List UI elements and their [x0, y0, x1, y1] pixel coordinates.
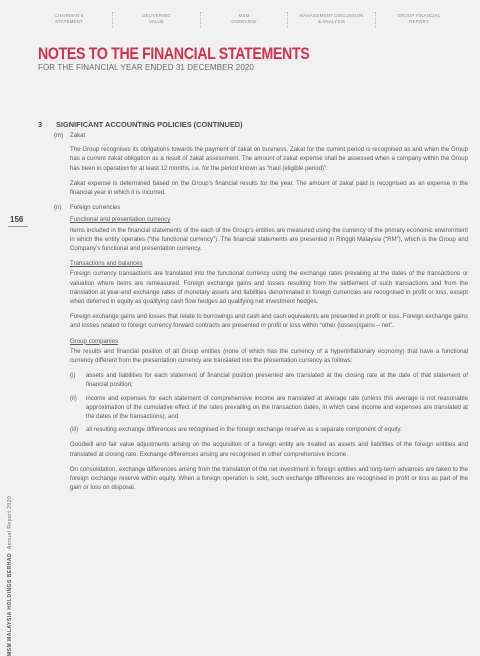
list-item [70, 394, 468, 422]
page-subtitle: FOR THE FINANCIAL YEAR ENDED 31 DECEMBER 2020 [38, 63, 254, 72]
sidebar-company: MSM MALAYSIA HOLDINGS BERHAD [7, 552, 13, 656]
subsection-label: (n) [54, 204, 62, 212]
sidebar-report: Annual Report 2020 [7, 495, 13, 550]
page-number: 156 [10, 215, 24, 224]
sub-heading-functional-currency: Functional and presentation currency [70, 216, 171, 224]
nav-label-line2: OVERVIEW [231, 19, 257, 24]
nav-label-line2: STATEMENT [55, 19, 83, 24]
list-marker: (iii) [70, 426, 79, 434]
nav-divider [112, 12, 113, 28]
paragraph: Items included in the financial statements of the each of the Group’s entities are measured using the currency of the primary economic environment in which the entity operates (“the functional currency”). The financial statements are presented in Ringgit Malaysia (“RM”), which is the Group and Company’s functional and presentation currency. [70, 226, 468, 253]
nav-delivering-value[interactable] [118, 13, 196, 28]
list-text: all resulting exchange differences are recognised in the foreign exchange reserve as a separate component of equity. [86, 426, 402, 434]
page-title: NOTES TO THE FINANCIAL STATEMENTS [38, 45, 310, 63]
nav-label-line2: & ANALYSIS [317, 19, 346, 24]
subsection-title: Zakat [70, 132, 86, 139]
paragraph: The results and financial position of all Group entities (none of which has the currency of a hyperinflationary economy) that have a functional currency different from the presentation currency are translated into the presentation currency as follows: [70, 347, 468, 365]
nav-label-line1: GROUP FINANCIAL [397, 13, 441, 18]
nav-group-financial-report[interactable] [380, 13, 458, 28]
nav-label-line1: MSM [238, 13, 250, 18]
subsection-foreign-currencies-heading [0, 203, 480, 212]
paragraph: On consolidation, exchange differences arising from the translation of the net investment in foreign entities and long-term advances are taken to the foreign exchange reserve within equity. When a foreign operation is sold, such exchange differences are recognised in profit or loss as part of the gain or loss on disposal. [70, 465, 468, 492]
nav-label-line1: DELIVERING [142, 13, 171, 18]
paragraph: Goodwill and fair value adjustments arising on the acquisition of a foreign entity are treated as assets and liabilities of the foreign entities and translated at closing rate. Exchange differences arising are recognised in other comprehensive income. [70, 441, 468, 458]
nav-chairmans-statement[interactable] [30, 13, 108, 28]
section-title: SIGNIFICANT ACCOUNTING POLICIES (CONTINUED) [56, 120, 243, 129]
list-text: assets and liabilities for each statement of financial position presented are translated at the closing rate at the date of that statement of financial position; [86, 372, 468, 389]
subsection-zakat-heading [0, 131, 480, 140]
top-navigation [30, 13, 458, 28]
paragraph: The Group recognises its obligations towards the payment of zakat on business. Zakat for the current period is recognised as and when the Group has a current zakat obligation as a result of zakat assessment. The amount of zakat expense shall be assessed when a company within the Group has been in operation for at least 12 months, i.e. for the period known as “haul (eligible period)”. [70, 146, 468, 172]
list-marker: (i) [70, 372, 76, 380]
list-item [70, 371, 468, 389]
sub-heading-group-companies: Group companies [70, 337, 119, 345]
paragraph: Foreign currency transactions are translated into the functional currency using the exchange rates prevailing at the dates of the transactions or valuation where items are remeasured. Foreign exchange gains and losses resulting from the settlement of such transactions and from the translation at year-end exchange rates of monetary assets and liabilities denominated in foreign currencies are recognised in profit or loss, except when deferred in equity as qualifying cash flow hedges ad qualifying net investment hedges. [70, 270, 468, 306]
nav-label-line2: VALUE [148, 19, 165, 24]
nav-divider [287, 12, 288, 28]
main-content [0, 131, 480, 499]
nav-msm-overview[interactable] [205, 13, 283, 28]
nav-label-line2: REPORT [409, 19, 429, 24]
nav-management-discussion[interactable] [293, 13, 371, 28]
paragraph: Foreign exchange gains and losses that relate to borrowings and cash and cash equivalents are presented in profit or loss. Foreign exchange gains and losses related to foreign currency forward contracts are presented in profit or loss within “other (losses)/gains – net”. [70, 313, 468, 330]
list-item [70, 425, 468, 434]
nav-label-line1: MANAGEMENT DISCUSSION [299, 13, 364, 18]
subsection-label: (m) [54, 132, 64, 139]
sub-heading-transactions: Transactions and balances [70, 260, 143, 268]
nav-label-line1: CHAIRMAN'S [54, 13, 84, 18]
list-text: income and expenses for each statement of comprehensive income are translated at average rate (unless this average is not reasonable approximation of the cumulative effect of the rates prevailing on the transaction dates, in which case income and expenses are translated at the dates of the transactions); and [86, 394, 468, 421]
section-heading [38, 120, 243, 129]
nav-divider [200, 12, 201, 28]
subsection-title: Foreign currencies [70, 204, 121, 212]
list-marker: (ii) [70, 394, 77, 402]
paragraph: Zakat expense is determined based on the Group’s financial results for the year. The amount of zakat paid is recognised as an expense in the financial year in which it is incurred. [70, 179, 468, 197]
section-number: 3 [38, 120, 43, 129]
nav-divider [375, 12, 376, 28]
